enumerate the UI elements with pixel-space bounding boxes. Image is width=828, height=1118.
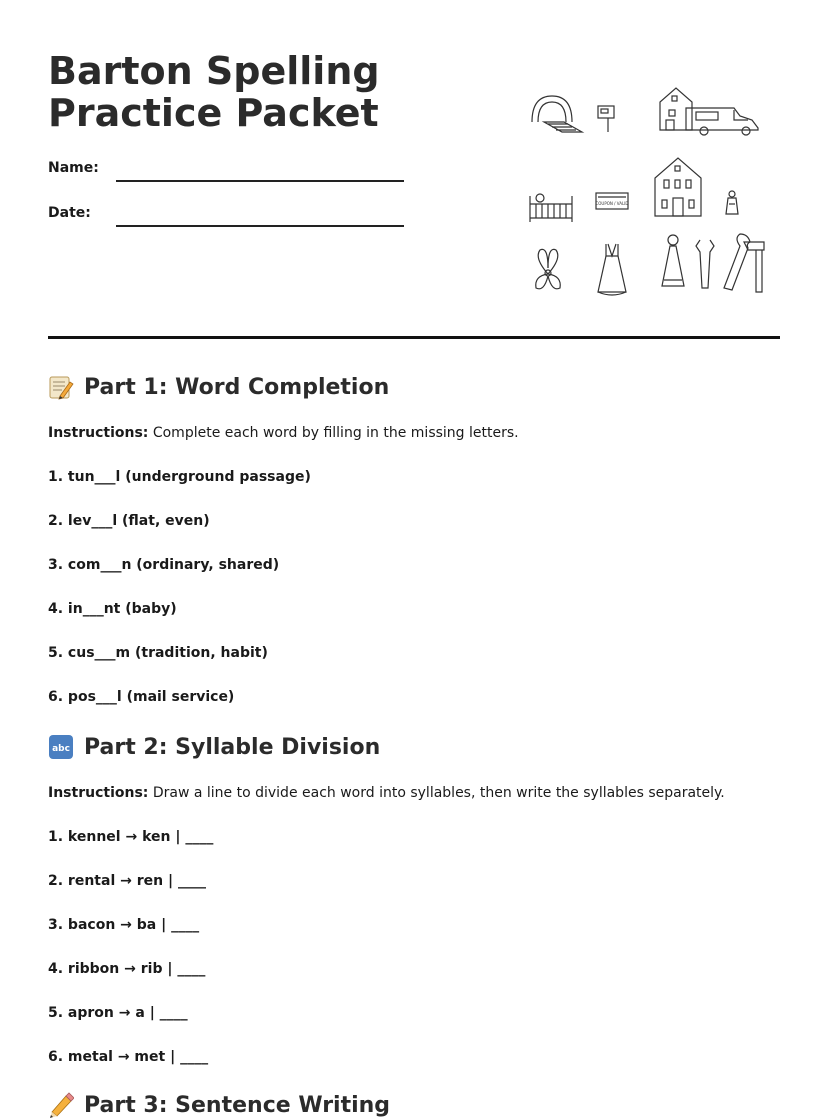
part2-item[interactable]: 1. kennel → ken | ____ xyxy=(48,829,214,845)
date-label: Date: xyxy=(48,205,91,221)
part2-item[interactable]: 6. metal → met | ____ xyxy=(48,1049,209,1065)
part1-instructions xyxy=(48,425,519,441)
part2-instructions-text: Draw a line to divide each word into syllables, then write the syllables separately. xyxy=(148,785,725,801)
part1-heading-text: Part 1: Word Completion xyxy=(84,374,390,400)
part1-instructions-label: Instructions: xyxy=(48,425,149,441)
name-label: Name: xyxy=(48,160,99,176)
part1-instructions-text: Complete each word by filling in the missing letters. xyxy=(148,425,519,441)
memo-icon xyxy=(48,374,74,400)
part2-heading xyxy=(48,734,380,760)
pencil-icon xyxy=(48,1092,74,1118)
building-icon xyxy=(655,158,701,216)
date-input-line[interactable] xyxy=(116,225,404,227)
part2-item[interactable]: 3. bacon → ba | ____ xyxy=(48,917,200,933)
page-title: Barton Spelling Practice Packet xyxy=(48,49,380,135)
name-input-line[interactable] xyxy=(116,180,404,182)
part2-instructions xyxy=(48,785,725,801)
ticket-icon xyxy=(595,193,628,209)
part1-item[interactable]: 5. cus___m (tradition, habit) xyxy=(48,645,268,661)
part3-heading-text: Part 3: Sentence Writing xyxy=(84,1092,391,1118)
crib-icon xyxy=(530,194,572,222)
part2-instructions-label: Instructions: xyxy=(48,785,149,801)
bottle-icon xyxy=(662,235,684,286)
bow-icon xyxy=(536,249,561,288)
tunnel-icon xyxy=(532,96,582,132)
illustration-cluster xyxy=(528,80,768,310)
part1-item[interactable]: 2. lev___l (flat, even) xyxy=(48,513,210,529)
doll-icon xyxy=(726,191,738,214)
mailbox-icon xyxy=(598,106,614,132)
house-icon xyxy=(660,88,692,130)
part3-heading xyxy=(48,1092,390,1118)
section-divider xyxy=(48,336,780,339)
part1-item[interactable]: 1. tun___l (underground passage) xyxy=(48,469,311,485)
part2-item[interactable]: 5. apron → a | ____ xyxy=(48,1005,188,1021)
abc-icon xyxy=(48,734,74,760)
wrench-icon xyxy=(696,234,750,290)
svg-text:abc: abc xyxy=(52,744,70,754)
ticket-text: COUPON / VALID xyxy=(595,201,629,206)
part2-item[interactable]: 4. ribbon → rib | ____ xyxy=(48,961,206,977)
part1-item[interactable]: 6. pos___l (mail service) xyxy=(48,689,235,705)
part1-item[interactable]: 4. in___nt (baby) xyxy=(48,601,177,617)
dress-icon xyxy=(598,244,626,295)
part1-heading xyxy=(48,374,389,400)
part2-item[interactable]: 2. rental → ren | ____ xyxy=(48,873,206,889)
part1-item[interactable]: 3. com___n (ordinary, shared) xyxy=(48,557,280,573)
part2-heading-text: Part 2: Syllable Division xyxy=(84,734,381,760)
mail-truck-icon xyxy=(686,108,758,135)
